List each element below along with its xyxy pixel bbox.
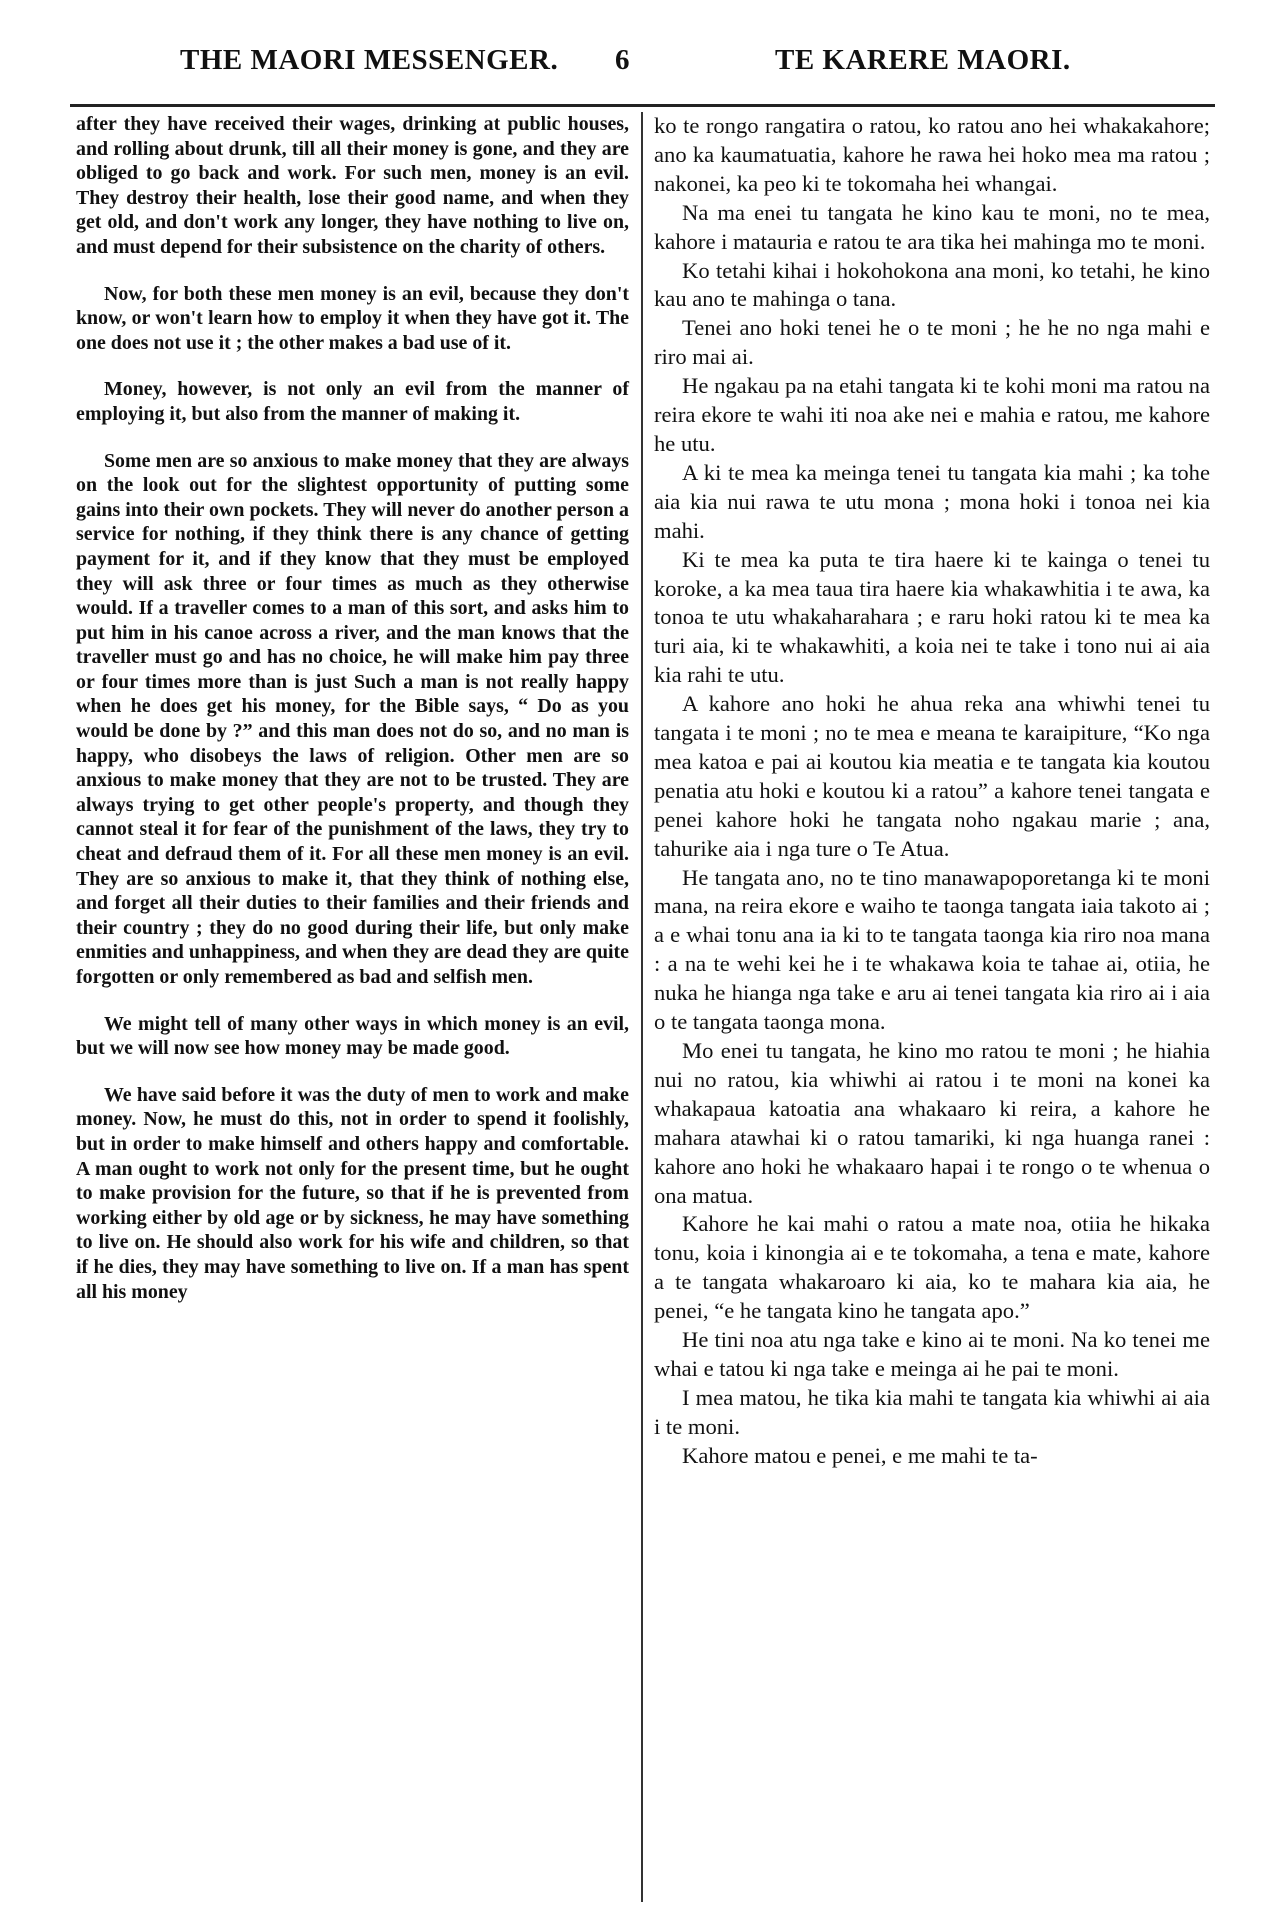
page-header	[70, 44, 1210, 84]
maori-paragraph: ko te rongo rangatira o ratou, ko ratou ano hei whakakahore; ano ka kaumatuatia, kahore he rawa hei hoko mea ma ratou ; nakonei, ka peo ki te tokomaha hei whangai.	[654, 113, 1210, 196]
maori-masthead: TE KARERE MAORI.	[775, 44, 1071, 76]
english-paragraph: We might tell of many other ways in which money is an evil, but we will now see how money may be made good.	[76, 1012, 629, 1060]
english-masthead: THE MAORI MESSENGER.	[180, 44, 559, 76]
column-divider	[641, 112, 643, 1902]
english-paragraph: after they have received their wages, drinking at public houses, and rolling about drunk, till all their money is gone, and they are obliged to go back and work. For such men, money is an evil. They destroy their health, lose their good name, and when they get old, and don't work any longer, they have nothing to live on, and must depend for their subsistence on the charity of others.	[76, 113, 629, 258]
maori-paragraph: He tangata ano, no te tino manawapoporetanga ki te moni mana, na reira ekore e waiho te taonga tangata iaia takoto ai ; a e whai tonu ana ia ki to te tangata taonga kia riro noa mana : a na te wehi kei he i te whakawa koia te tahae ai, otiia, he nuka he hianga nga take e aru ai tenei tangata kia riro ai i aia o te tangata taonga mona.	[654, 864, 1210, 1035]
maori-column	[654, 112, 1210, 1471]
header-rule	[70, 104, 1215, 107]
page-number: 6	[615, 44, 630, 76]
maori-paragraph: Kahore he kai mahi o ratou a mate noa, otiia he hikaka tonu, koia i kinongia ai e te tokomaha, a tena e mate, kahore a te tangata whakaroaro ki aia, ko te mahara kia aia, he penei, “e he tangata kino he tangata apo.”	[654, 1211, 1210, 1324]
english-column	[76, 112, 629, 1326]
maori-paragraph: He ngakau pa na etahi tangata ki te kohi moni ma ratou na reira ekore te wahi iti noa ake nei e mahia e ratou, me kahore he utu.	[654, 373, 1210, 456]
maori-paragraph: I mea matou, he tika kia mahi te tangata kia whiwhi ai aia i te moni.	[654, 1384, 1210, 1439]
english-paragraph: Money, however, is not only an evil from the manner of employing it, but also from the manner of making it.	[76, 378, 629, 425]
maori-paragraph: A kahore ano hoki he ahua reka ana whiwhi tenei tu tangata i te moni ; no te mea e meana te karaipiture, “Ko nga mea katoa e pai ai koutou kia meatia e te tangata kia koutou penatia atu hoki e koutou ki a ratou” a kahore tenei tangata e penei kahore hoki he tangata noho ngakau marie ; ana, tahurike aia i nga ture o Te Atua.	[654, 691, 1210, 861]
maori-paragraph: Kahore matou e penei, e me mahi te ta-	[682, 1442, 1038, 1468]
english-paragraph: Now, for both these men money is an evil, because they don't know, or won't learn how to employ it when they have got it. The one does not use it ; the other makes a bad use of it.	[76, 282, 629, 354]
maori-paragraph: He tini noa atu nga take e kino ai te moni. Na ko tenei me whai e tatou ki nga take e meinga ai he pai te moni.	[654, 1327, 1210, 1381]
maori-paragraph: A ki te mea ka meinga tenei tu tangata kia mahi ; ka tohe aia kia nui rawa te utu mona ; mona hoki i tonoa nei kia mahi.	[654, 459, 1210, 543]
maori-paragraph: Mo enei tu tangata, he kino mo ratou te moni ; he hiahia nui no ratou, kia whiwhi ai ratou i te moni na konei ka whakapaua katoatia ana whakaaro ki reira, a kahore he mahara atawhai ki o ratou tamariki, ki nga huanga ranei : kahore ano hoki he whakaaro hapai i te rongo o te whenua o ona matua.	[654, 1038, 1210, 1208]
maori-paragraph: Ko tetahi kihai i hokohokona ana moni, ko tetahi, he kino kau ano te mahinga o tana.	[654, 257, 1210, 312]
maori-paragraph: Na ma enei tu tangata he kino kau te moni, no te mea, kahore i matauria e ratou te ara tika hei mahinga mo te moni.	[654, 199, 1210, 254]
maori-paragraph: Ki te mea ka puta te tira haere ki te kainga o tenei tu koroke, a ka mea taua tira haere kia whakawhitia i te awa, ka tonoa te utu whakaharahara ; e raru hoki ratou ki te mea ka turi aia, ki te whakawhiti, a koia nei te take i tono nui ai aia kia rahi te utu.	[654, 546, 1210, 688]
maori-paragraph: Tenei ano hoki tenei he o te moni ; he he no nga mahi e riro mai ai.	[654, 315, 1210, 370]
english-paragraph: Some men are so anxious to make money that they are always on the look out for the slightest opportunity of putting some gains into their own pockets. They will never do another person a service for nothing, if they think there is any chance of getting payment for it, and if they know that they must be employed they will ask three or four times as much as they otherwise would. If a traveller comes to a man of this sort, and asks him to put him in his canoe across a river, and the man knows that the traveller must go and has no choice, he will make him pay three or four times more than is just Such a man is not really happy when he does get his money, for the Bible says, “ Do as you would be done by ?” and this man does not do so, and no man is happy, who disobeys the laws of religion. Other men are so anxious to make money that they are not to be trusted. They are always trying to get other people's property, and though they cannot steal it for fear of the punishment of the laws, they try to cheat and defraud them of it. For all these men money is an evil. They are so anxious to make it, that they think of nothing else, and forget all their duties to their families and their friends and their country ; they do no good during their life, but only make enmities and unhappiness, and when they are dead they are quite forgotten or only remembered as bad and selfish men.	[76, 449, 629, 988]
english-paragraph: We have said before it was the duty of men to work and make money. Now, he must do this, not in order to spend it foolishly, but in order to make himself and others happy and comfortable. A man ought to work not only for the present time, but he ought to make provision for the future, so that if he is prevented from working either by old age or by sickness, he may have something to live on. He should also work for his wife and children, so that if he dies, they may have something to live on. If a man has spent all his money	[76, 1083, 629, 1303]
